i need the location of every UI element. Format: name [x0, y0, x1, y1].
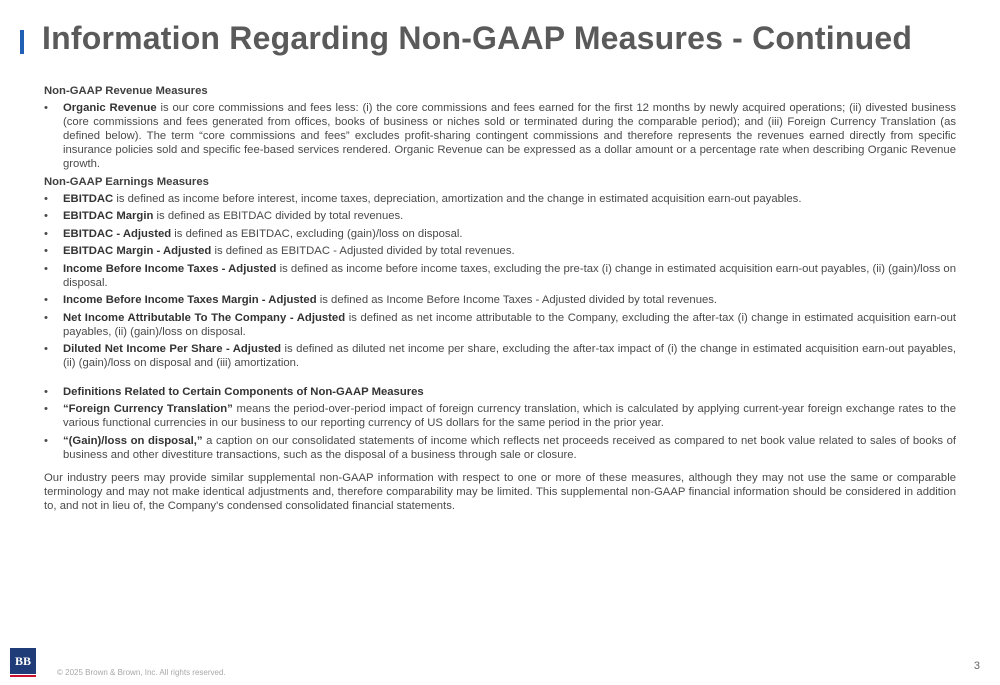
- definitions-list: [44, 385, 956, 462]
- term-ebitdac-adjusted: EBITDAC - Adjusted: [63, 227, 172, 240]
- page-title: Information Regarding Non-GAAP Measures - Continued: [42, 20, 913, 56]
- list-item: [44, 101, 956, 171]
- earnings-section-heading: Non-GAAP Earnings Measures: [44, 175, 209, 188]
- logo-accent-bar: [10, 675, 36, 677]
- revenue-section-heading: Non-GAAP Revenue Measures: [44, 85, 208, 97]
- term-ebitdac-margin-adjusted: EBITDAC Margin - Adjusted: [63, 245, 212, 257]
- definition-text: is defined as income before interest, income taxes, depreciation, amortization and the change in estimated acquisition earn-out payables.: [113, 192, 802, 205]
- term-organic-revenue: Organic Revenue: [63, 102, 157, 114]
- main-content: [44, 84, 956, 513]
- page-number: 3: [973, 660, 980, 672]
- definition-text: is defined as EBITDAC divided by total revenues.: [153, 210, 404, 222]
- term-foreign-currency-translation: “Foreign Currency Translation”: [63, 403, 233, 415]
- revenue-list: [44, 101, 956, 171]
- list-item: [44, 192, 956, 206]
- list-item: [44, 209, 956, 223]
- copyright-notice: © 2025 Brown & Brown, Inc. All rights reserved.: [57, 668, 226, 677]
- definition-text: is defined as EBITDAC, excluding (gain)/loss on disposal.: [171, 227, 463, 240]
- earnings-list: [44, 192, 956, 371]
- term-net-income-adjusted: Net Income Attributable To The Company - Adjusted: [63, 311, 346, 324]
- definition-text: is our core commissions and fees less: (i) the core commissions and fees earned for the first 12 months by newly acquired operations; (ii) divested business (core commissions and fees generated from offices, books of business or niches sold or terminated during the comparable period); and (iii) Foreign Currency Translation (as defined below). The term “core commissions and fees” excludes profit-sharing contingent commissions and therefore represents the revenues earned directly from specific insurance policies sold and specific fee-based services rendered. Organic Revenue can be expressed as a dollar amount or a percentage rate when describing Organic Revenue growth.: [63, 102, 956, 170]
- definition-text: is defined as Income Before Income Taxes - Adjusted divided by total revenues.: [316, 294, 718, 306]
- list-item: [44, 434, 956, 462]
- list-item: [44, 293, 956, 307]
- term-ebitdac: EBITDAC: [63, 192, 114, 205]
- brown-and-brown-logo: BB: [10, 648, 36, 674]
- definition-text: is defined as net income attributable to the Company, excluding the after-tax (i) change in estimated acquisition earn-out payables, (ii) (gain)/loss on disposal.: [63, 311, 956, 338]
- definition-text: is defined as diluted net income per share, excluding the after-tax impact of (i) the change in estimated acquisition earn-out payables, (ii) (gain)/loss on disposal and (iii) amortization.: [63, 343, 956, 369]
- list-item: [44, 244, 956, 258]
- term-income-before-taxes-margin-adjusted: Income Before Income Taxes Margin - Adjusted: [63, 294, 317, 306]
- definition-text: means the period-over-period impact of foreign currency translation, which is calculated by applying current-year foreign exchange rates to the various functional currencies in our business to our reporting currency of US dollars for the same period in the prior year.: [63, 403, 956, 429]
- definition-text: is defined as EBITDAC - Adjusted divided by total revenues.: [211, 245, 515, 257]
- term-ebitdac-margin: EBITDAC Margin: [63, 210, 154, 222]
- title-accent-bar: [20, 30, 24, 54]
- term-diluted-eps-adjusted: Diluted Net Income Per Share - Adjusted: [63, 343, 282, 355]
- list-item: [44, 385, 956, 399]
- closing-paragraph: Our industry peers may provide similar supplemental non-GAAP information with respect to one or more of these measures, although they may not use the same or comparable terminology and may not make identical adjustments and, therefore comparability may be limited. This supplemental non-GAAP financial information should be considered in addition to, and not in lieu of, the Company's condensed consolidated financial statements.: [44, 472, 956, 512]
- spacer: [44, 374, 956, 385]
- list-item: [44, 227, 956, 241]
- term-gain-loss-on-disposal: “(Gain)/loss on disposal,”: [63, 434, 203, 447]
- definition-text: a caption on our consolidated statements of income which reflects net proceeds received as compared to net book value related to sales of books of business and other divestiture transactions, such as the disposal of a business through sale or closure.: [63, 434, 956, 461]
- list-item: [44, 402, 956, 430]
- definitions-section-heading: Definitions Related to Certain Components of Non-GAAP Measures: [63, 385, 424, 398]
- term-income-before-taxes-adjusted: Income Before Income Taxes - Adjusted: [63, 262, 277, 275]
- list-item: [44, 311, 956, 339]
- list-item: [44, 342, 956, 370]
- list-item: [44, 262, 956, 290]
- definition-text: is defined as income before income taxes, excluding the pre-tax (i) change in estimated acquisition earn-out payables, (ii) (gain)/loss on disposal.: [63, 262, 956, 289]
